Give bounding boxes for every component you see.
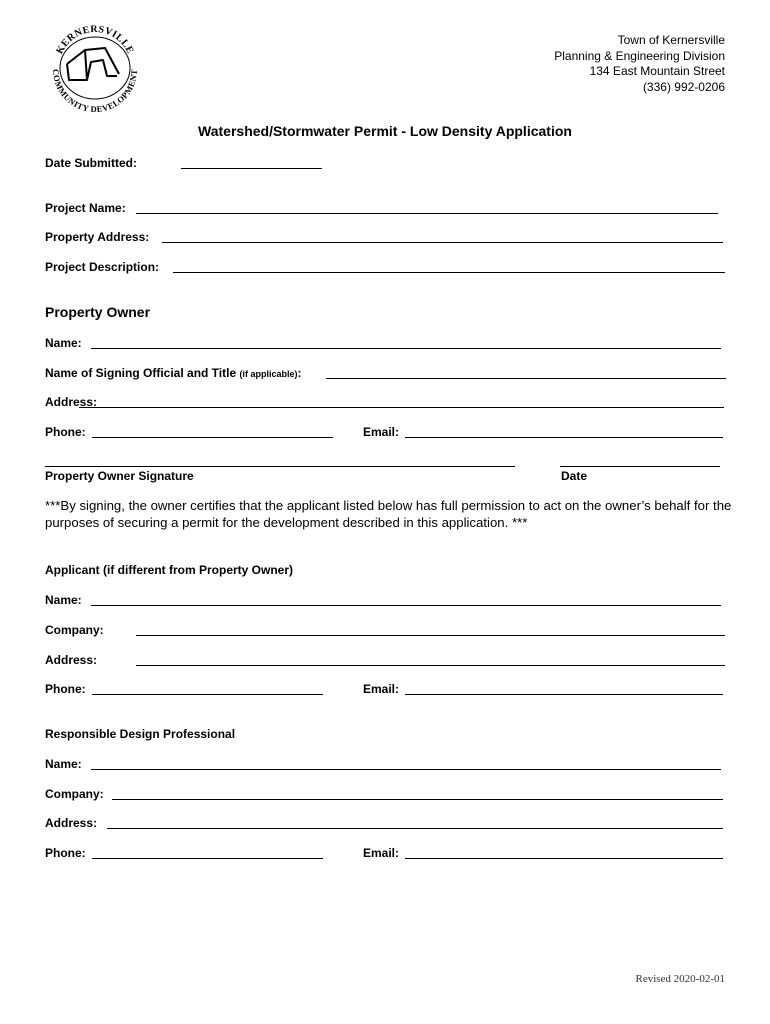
signing-official-note: (if applicable) xyxy=(239,369,298,379)
property-address-field[interactable] xyxy=(162,242,723,243)
project-name-label: Project Name: xyxy=(45,201,126,215)
owner-name-label: Name: xyxy=(45,336,82,350)
designer-email-field[interactable] xyxy=(405,858,723,859)
owner-phone-field[interactable] xyxy=(92,437,333,438)
street-address: 134 East Mountain Street xyxy=(589,64,725,78)
designer-address-field[interactable] xyxy=(107,828,723,829)
owner-email-field[interactable] xyxy=(405,437,723,438)
date-submitted-label: Date Submitted: xyxy=(45,156,138,170)
designer-phone-field[interactable] xyxy=(92,858,323,859)
designer-company-label: Company: xyxy=(45,787,104,801)
applicant-company-field[interactable] xyxy=(136,635,725,636)
applicant-email-label: Email: xyxy=(363,682,400,696)
owner-signature-date-field[interactable] xyxy=(560,466,720,467)
revision-date: Revised 2020-02-01 xyxy=(635,973,725,985)
org-name: Town of Kernersville xyxy=(617,33,725,47)
designer-address-label: Address: xyxy=(45,816,98,830)
applicant-phone-label: Phone: xyxy=(45,682,86,696)
applicant-company-label: Company: xyxy=(45,623,104,637)
applicant-email-field[interactable] xyxy=(405,694,723,695)
signing-official-label xyxy=(45,366,302,380)
owner-signature-field[interactable] xyxy=(45,466,515,467)
page-title: Watershed/Stormwater Permit - Low Density Application xyxy=(198,123,572,139)
project-description-label: Project Description: xyxy=(45,260,160,274)
svg-text:COMMUNITY DEVELOPMENT xyxy=(51,69,139,114)
owner-email-label: Email: xyxy=(363,425,400,439)
owner-address-field[interactable] xyxy=(79,407,724,408)
design-professional-heading: Responsible Design Professional xyxy=(45,727,236,741)
applicant-name-field[interactable] xyxy=(91,605,721,606)
office-phone: (336) 992-0206 xyxy=(642,79,725,94)
owner-signature-label: Property Owner Signature xyxy=(45,469,194,483)
kernersville-logo xyxy=(45,18,145,118)
division-name: Planning & Engineering Division xyxy=(554,48,725,63)
owner-phone-label: Phone: xyxy=(45,425,86,439)
designer-company-field[interactable] xyxy=(112,799,723,800)
owner-name-field[interactable] xyxy=(91,348,721,349)
project-name-field[interactable] xyxy=(136,213,718,214)
owner-certification-text: ***By signing, the owner certifies that the applicant listed below has full permission to act on the owner’s behalf for the purposes of securing a permit for the development described in this application. *** xyxy=(45,498,732,530)
signing-official-field[interactable] xyxy=(326,378,726,379)
owner-date-label: Date xyxy=(561,469,588,483)
owner-address-label: Address: xyxy=(45,395,98,409)
building-outline-icon xyxy=(67,48,119,80)
date-submitted-field[interactable] xyxy=(181,168,322,169)
logo-bottom-text: COMMUNITY DEVELOPMENT xyxy=(50,68,140,115)
applicant-heading: Applicant (if different from Property Owner) xyxy=(45,563,294,577)
signing-official-text: Name of Signing Official and Title xyxy=(45,366,237,380)
office-address xyxy=(554,33,725,95)
property-address-label: Property Address: xyxy=(45,230,150,244)
applicant-address-field[interactable] xyxy=(136,665,725,666)
property-owner-heading: Property Owner xyxy=(45,304,151,320)
designer-name-label: Name: xyxy=(45,757,82,771)
signing-official-colon: : xyxy=(297,366,302,380)
svg-text:KERNERSVILLE xyxy=(54,24,135,56)
logo-top-text: KERNERSVILLE xyxy=(54,23,136,56)
applicant-name-label: Name: xyxy=(45,593,82,607)
designer-email-label: Email: xyxy=(363,846,400,860)
applicant-address-label: Address: xyxy=(45,653,98,667)
designer-phone-label: Phone: xyxy=(45,846,86,860)
applicant-phone-field[interactable] xyxy=(92,694,323,695)
project-description-field[interactable] xyxy=(173,272,725,273)
designer-name-field[interactable] xyxy=(91,769,721,770)
